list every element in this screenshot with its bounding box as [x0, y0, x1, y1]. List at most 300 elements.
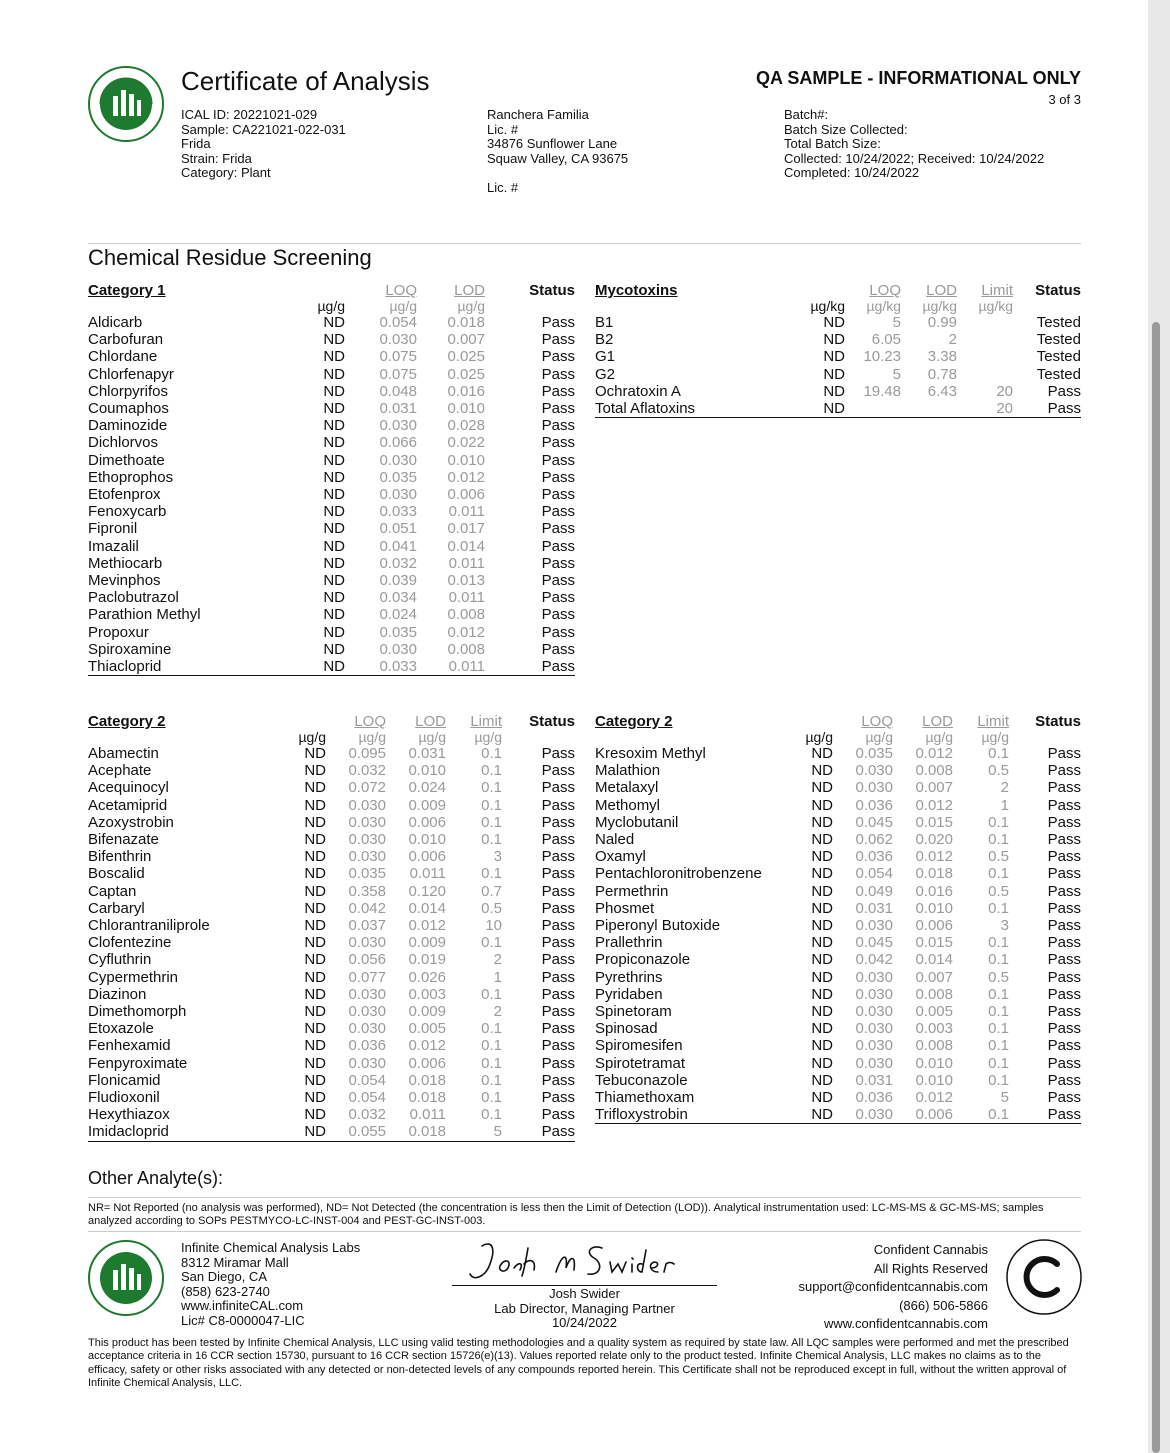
limit: 0.1 — [481, 831, 502, 849]
qa-sample-label: QA SAMPLE - INFORMATIONAL ONLY — [755, 68, 1081, 88]
cat2b-header-name: Category 2 — [595, 713, 673, 730]
lod: 0.005 — [915, 1003, 953, 1021]
lod: 0.006 — [408, 1054, 446, 1072]
analyte-name: Spiroxamine — [88, 640, 172, 658]
status: Pass — [541, 796, 575, 814]
limit: 3 — [493, 848, 502, 866]
lod: 0.008 — [915, 762, 953, 780]
table-row — [88, 883, 575, 900]
analyte-name: Paclobutrazol — [88, 589, 179, 607]
loq: 0.042 — [348, 899, 386, 917]
status: Pass — [541, 1037, 575, 1055]
loq: 0.030 — [855, 917, 893, 935]
loq: 0.054 — [379, 314, 417, 331]
lod: 0.010 — [408, 831, 446, 849]
loq: 0.030 — [855, 779, 893, 797]
cat2b-unit-result: µg/g — [805, 729, 833, 745]
limit: 20 — [957, 400, 1013, 418]
status: Pass — [541, 640, 575, 658]
result: ND — [323, 606, 345, 624]
limit: 0.1 — [988, 831, 1009, 849]
signature-date: 10/24/2022 — [551, 1315, 618, 1330]
lod: 0.008 — [915, 1037, 953, 1055]
result: ND — [811, 1071, 833, 1089]
limit: 0.1 — [988, 985, 1009, 1003]
result: ND — [323, 554, 345, 572]
table-row — [88, 814, 575, 831]
limit: 2 — [493, 1003, 502, 1021]
cat2b-header-limit: Limit — [977, 713, 1009, 730]
lod: 0.009 — [408, 934, 446, 952]
lod: 0.015 — [915, 934, 953, 952]
status: Pass — [541, 762, 575, 780]
sample-name: Frida — [181, 136, 211, 151]
table-row — [88, 1003, 575, 1020]
result: ND — [304, 917, 326, 935]
cc-name: Confident Cannabis — [873, 1242, 988, 1257]
status: Pass — [541, 848, 575, 866]
table-row — [88, 779, 575, 796]
result: ND — [811, 813, 833, 831]
loq: 0.042 — [855, 951, 893, 969]
table-row — [88, 572, 575, 589]
myco-unit-limit: µg/kg — [978, 298, 1013, 314]
analyte-name: Fludioxonil — [88, 1089, 160, 1107]
table-row — [595, 745, 1081, 762]
status: Pass — [1009, 1106, 1081, 1124]
loq: 0.030 — [379, 331, 417, 349]
client-license-2: Lic. # — [487, 180, 519, 195]
analyte-name: Acequinocyl — [88, 779, 169, 797]
limit: 10 — [485, 917, 502, 935]
analyte-name: Spinosad — [595, 1020, 658, 1038]
limit: 0.7 — [481, 882, 502, 900]
analyte-name: Hexythiazox — [88, 1106, 170, 1124]
lod: 0.011 — [448, 554, 485, 572]
limit: 0.1 — [988, 1037, 1009, 1055]
result: ND — [811, 1020, 833, 1038]
analyte-name: G1 — [595, 348, 616, 366]
myco-unit-lod: µg/kg — [922, 298, 957, 314]
analyte-name: Phosmet — [595, 899, 655, 917]
myco-rows — [595, 314, 1081, 418]
cat1-header-name: Category 1 — [88, 282, 166, 299]
status: Tested — [1036, 365, 1081, 383]
table-row — [595, 1089, 1081, 1106]
status: Pass — [1047, 899, 1081, 917]
limit: 0.1 — [481, 985, 502, 1003]
lab-name: Infinite Chemical Analysis Labs — [181, 1240, 361, 1255]
loq: 0.030 — [855, 1020, 893, 1038]
analyte-name: Coumaphos — [88, 400, 169, 418]
status: Pass — [1047, 813, 1081, 831]
analyte-name: Boscalid — [88, 865, 145, 883]
status: Pass — [541, 348, 575, 366]
result: ND — [811, 951, 833, 969]
loq: 0.031 — [855, 899, 893, 917]
analyte-name: Mevinphos — [88, 572, 161, 590]
client-city: Squaw Valley, CA 93675 — [487, 150, 629, 166]
status: Pass — [1047, 762, 1081, 780]
table-row — [595, 865, 1081, 882]
loq: 0.030 — [348, 796, 386, 814]
loq: 0.358 — [348, 882, 386, 900]
analyte-name: Tebuconazole — [595, 1071, 688, 1089]
cat2a-header-name: Category 2 — [88, 713, 166, 730]
table-row — [595, 400, 1081, 418]
cat2a-header-lod: LOD — [415, 713, 446, 730]
analyte-name: Acephate — [88, 762, 152, 780]
result: ND — [304, 796, 326, 814]
table-row — [88, 520, 575, 537]
cat2b-header-loq: LOQ — [861, 713, 893, 730]
table-row — [595, 1106, 1081, 1124]
limit: 0.1 — [481, 813, 502, 831]
lod: 0.010 — [447, 451, 485, 469]
lod: 0.005 — [408, 1020, 446, 1038]
cat2b-rows — [595, 745, 1081, 1124]
analyte-name: Methomyl — [595, 796, 661, 814]
analyte-name: Flonicamid — [88, 1071, 161, 1089]
loq: 0.075 — [379, 348, 417, 366]
section-title: Chemical Residue Screening — [88, 245, 372, 270]
cat2b-unit-loq: µg/g — [865, 729, 893, 745]
cat1-header-lod: LOD — [454, 282, 485, 299]
limit: 0.1 — [953, 1106, 1009, 1124]
table-row — [88, 1020, 575, 1037]
limit: 0.1 — [481, 762, 502, 780]
table-row — [88, 641, 575, 658]
table-row — [88, 831, 575, 848]
table-row — [88, 348, 575, 365]
table-row — [595, 331, 1081, 348]
lod: 0.011 — [417, 658, 485, 676]
analyte-name: Bifenthrin — [88, 848, 152, 866]
legal-disclaimer: This product has been tested by Infinite Chemical Analysis, LLC using valid testing methodologies and a quality system as required by state law. All LQC samples were performed and met the prescribed acceptance criteria in 16 CCR section 15730, pursuant to 16 CCR section 15726(e)(13). Values reported relate only to the product tested. Infinite Chemical Analysis, LLC makes no claims as to the efficacy, safety or other risks associated with any detected or non-detected levels of any compounds reported herein. This Certificate shall not be reproduced except in full, without the written approval of Infinite Chemical Analysis, LLC. — [88, 1337, 1069, 1390]
page-number: 3 of 3 — [1048, 92, 1081, 107]
status: Pass — [541, 365, 575, 383]
analyte-name: Pentachloronitrobenzene — [595, 865, 762, 883]
status: Pass — [541, 554, 575, 572]
status: Pass — [541, 400, 575, 418]
status: Pass — [541, 331, 575, 349]
table-row — [88, 969, 575, 986]
lod: 0.012 — [915, 1089, 953, 1107]
result: ND — [304, 779, 326, 797]
vertical-scrollbar[interactable] — [1152, 322, 1160, 1453]
result: ND — [785, 1106, 833, 1124]
loq: 0.036 — [855, 1089, 893, 1107]
status: Pass — [541, 882, 575, 900]
lod: 2 — [948, 331, 957, 349]
table-row — [595, 883, 1081, 900]
table-row — [595, 314, 1081, 331]
cc-rights: All Rights Reserved — [873, 1260, 988, 1276]
analyte-name: Imazalil — [88, 537, 139, 555]
loq: 0.034 — [379, 589, 417, 607]
status: Pass — [541, 968, 575, 986]
result: ND — [295, 658, 345, 676]
loq: 0.031 — [379, 400, 417, 418]
loq: 0.072 — [348, 779, 386, 797]
cat2a-unit-result: µg/g — [298, 729, 326, 745]
analyte-name: Captan — [88, 882, 137, 900]
result: ND — [823, 365, 845, 383]
analyte-name: Total Aflatoxins — [595, 400, 750, 418]
myco-header-loq: LOQ — [869, 282, 901, 299]
limit: 5 — [446, 1123, 502, 1141]
confident-cannabis-contact — [760, 1241, 988, 1334]
cc-email: support@confidentcannabis.com — [798, 1279, 988, 1294]
lod: 0.010 — [915, 1054, 953, 1072]
analyte-name: Prallethrin — [595, 934, 663, 952]
lod: 0.020 — [915, 831, 953, 849]
analyte-name: Thiacloprid — [88, 658, 295, 676]
table-row — [88, 848, 575, 865]
lod: 0.025 — [447, 365, 485, 383]
loq: 0.030 — [833, 1106, 893, 1124]
result: ND — [323, 348, 345, 366]
limit: 0.1 — [988, 1054, 1009, 1072]
analyte-name: Fipronil — [88, 520, 138, 538]
analyte-name: Propoxur — [88, 623, 149, 641]
status: Pass — [541, 468, 575, 486]
status: Tested — [1036, 314, 1081, 331]
loq: 0.030 — [855, 1054, 893, 1072]
lod: 3.38 — [927, 348, 957, 366]
analyte-name: Dichlorvos — [88, 434, 159, 452]
table-row — [88, 865, 575, 882]
table-row — [595, 831, 1081, 848]
lod: 0.99 — [927, 314, 957, 331]
category: Category: Plant — [181, 165, 271, 180]
analyte-name: Trifloxystrobin — [595, 1106, 785, 1124]
analyte-name: Pyrethrins — [595, 968, 663, 986]
lod: 0.017 — [447, 520, 485, 538]
status: Pass — [1047, 1071, 1081, 1089]
result: ND — [304, 865, 326, 883]
lab-street: 8312 Miramar Mall — [181, 1254, 289, 1270]
result: ND — [304, 882, 326, 900]
analyte-name: Etofenprox — [88, 486, 161, 504]
result: ND — [811, 762, 833, 780]
status: Pass — [1047, 831, 1081, 849]
table-row — [88, 366, 575, 383]
table-row — [88, 503, 575, 520]
result: ND — [811, 968, 833, 986]
analyte-name: Azoxystrobin — [88, 813, 174, 831]
status: Pass — [541, 813, 575, 831]
loq: 0.054 — [348, 1089, 386, 1107]
ical-logo-icon — [88, 66, 164, 142]
cat2a-rows — [88, 745, 575, 1141]
loq: 0.030 — [348, 848, 386, 866]
result: ND — [304, 968, 326, 986]
category-2a-table — [88, 713, 575, 1142]
result: ND — [323, 434, 345, 452]
table-row — [88, 917, 575, 934]
lab-website: www.infiniteCAL.com — [181, 1298, 304, 1313]
category-1-table — [88, 282, 575, 676]
lod: 0.031 — [408, 745, 446, 762]
limit: 0.1 — [988, 1020, 1009, 1038]
result: ND — [304, 1071, 326, 1089]
mycotoxins-table — [595, 282, 1081, 418]
analyte-name: Metalaxyl — [595, 779, 659, 797]
loq: 0.049 — [855, 882, 893, 900]
cat1-header-status: Status — [529, 282, 575, 299]
result: ND — [323, 640, 345, 658]
result: ND — [304, 848, 326, 866]
limit: 2 — [1000, 779, 1009, 797]
lod: 0.006 — [408, 813, 446, 831]
total-batch-size: Total Batch Size: — [784, 136, 881, 151]
table-row — [595, 1003, 1081, 1020]
analyte-name: Thiamethoxam — [595, 1089, 695, 1107]
status: Pass — [1047, 951, 1081, 969]
lod: 0.009 — [408, 796, 446, 814]
table-row — [88, 331, 575, 348]
lod: 0.016 — [915, 882, 953, 900]
limit: 5 — [1000, 1089, 1009, 1107]
result: ND — [811, 985, 833, 1003]
limit: 0.1 — [481, 1020, 502, 1038]
result: ND — [323, 400, 345, 418]
limit: 0.1 — [481, 1106, 502, 1124]
cat2b-unit-limit: µg/g — [981, 729, 1009, 745]
lod: 0.010 — [915, 1071, 953, 1089]
status: Pass — [1047, 745, 1081, 762]
limit: 0.1 — [481, 796, 502, 814]
result: ND — [323, 589, 345, 607]
status: Pass — [541, 831, 575, 849]
result: ND — [811, 1003, 833, 1021]
status: Pass — [1047, 779, 1081, 797]
analyte-name: Imidacloprid — [88, 1123, 278, 1141]
loq: 0.030 — [855, 1003, 893, 1021]
lod: 0.011 — [448, 589, 485, 607]
status: Pass — [1047, 882, 1081, 900]
analyte-name: Daminozide — [88, 417, 168, 435]
loq: 0.035 — [348, 865, 386, 883]
lod: 0.011 — [448, 503, 485, 521]
table-row — [88, 1072, 575, 1089]
status: Pass — [1047, 934, 1081, 952]
loq: 0.045 — [855, 934, 893, 952]
lod: 0.014 — [408, 899, 446, 917]
result: ND — [304, 951, 326, 969]
loq: 0.030 — [348, 813, 386, 831]
cat2a-unit-limit: µg/g — [474, 729, 502, 745]
signatory — [452, 1287, 717, 1331]
lod — [901, 400, 957, 418]
loq: 0.030 — [379, 451, 417, 469]
loq — [845, 400, 901, 418]
analyte-name: Chlordane — [88, 348, 158, 366]
lod: 0.006 — [915, 917, 953, 935]
table-row — [595, 814, 1081, 831]
result: ND — [811, 848, 833, 866]
myco-header-status: Status — [1035, 282, 1081, 299]
loq: 0.054 — [855, 865, 893, 883]
status: Pass — [541, 1106, 575, 1124]
lod: 0.025 — [447, 348, 485, 366]
status: Pass — [541, 314, 575, 331]
loq: 5 — [892, 365, 901, 383]
loq: 5 — [892, 314, 901, 331]
lab-city: San Diego, CA — [181, 1269, 267, 1284]
page-title: Certificate of Analysis — [181, 66, 430, 96]
lod: 0.006 — [447, 486, 485, 504]
status: Pass — [1047, 1089, 1081, 1107]
lod: 0.010 — [915, 899, 953, 917]
analyte-name: G2 — [595, 365, 616, 383]
analyte-name: Etoxazole — [88, 1020, 154, 1038]
analyte-name: Diazinon — [88, 985, 147, 1003]
limit: 0.1 — [988, 951, 1009, 969]
loq: 0.030 — [348, 934, 386, 952]
result: ND — [823, 331, 845, 349]
loq: 0.035 — [379, 468, 417, 486]
lod: 0.012 — [408, 917, 446, 935]
loq: 0.041 — [379, 537, 417, 555]
result: ND — [304, 1003, 326, 1021]
table-row — [595, 848, 1081, 865]
table-row — [88, 1106, 575, 1123]
result: ND — [323, 417, 345, 435]
result: ND — [304, 745, 326, 762]
analyte-name: Spirotetramat — [595, 1054, 686, 1072]
loq: 0.033 — [345, 658, 417, 676]
status: Pass — [541, 623, 575, 641]
table-row — [88, 1037, 575, 1054]
lod: 0.014 — [447, 537, 485, 555]
cat1-unit-result: µg/g — [317, 298, 345, 314]
table-row — [595, 917, 1081, 934]
result: ND — [304, 831, 326, 849]
analyte-name: Permethrin — [595, 882, 669, 900]
cat2b-header-status: Status — [1035, 713, 1081, 730]
limit: 0.1 — [988, 865, 1009, 883]
status: Pass — [541, 1054, 575, 1072]
result: ND — [811, 882, 833, 900]
loq: 0.030 — [348, 1054, 386, 1072]
limit: 0.5 — [481, 899, 502, 917]
table-row — [88, 1089, 575, 1106]
table-row — [595, 900, 1081, 917]
loq: 0.036 — [348, 1037, 386, 1055]
loq: 0.024 — [379, 606, 417, 624]
status: Pass — [541, 917, 575, 935]
lod: 0.019 — [408, 951, 446, 969]
analyte-name: Spinetoram — [595, 1003, 672, 1021]
analyte-name: Bifenazate — [88, 831, 159, 849]
limit — [957, 314, 1013, 331]
loq: 0.054 — [348, 1071, 386, 1089]
ical-logo-footer-icon — [88, 1240, 164, 1316]
limit: 0.5 — [988, 848, 1009, 866]
analyte-name: Naled — [595, 831, 635, 849]
loq: 0.030 — [379, 486, 417, 504]
loq: 0.075 — [379, 365, 417, 383]
sample-info — [181, 108, 346, 181]
analyte-name: Ochratoxin A — [595, 382, 681, 400]
lod: 0.003 — [915, 1020, 953, 1038]
analyte-name: Methiocarb — [88, 554, 163, 572]
table-row — [88, 1055, 575, 1072]
myco-unit-result: µg/kg — [810, 298, 845, 314]
lod: 0.024 — [408, 779, 446, 797]
